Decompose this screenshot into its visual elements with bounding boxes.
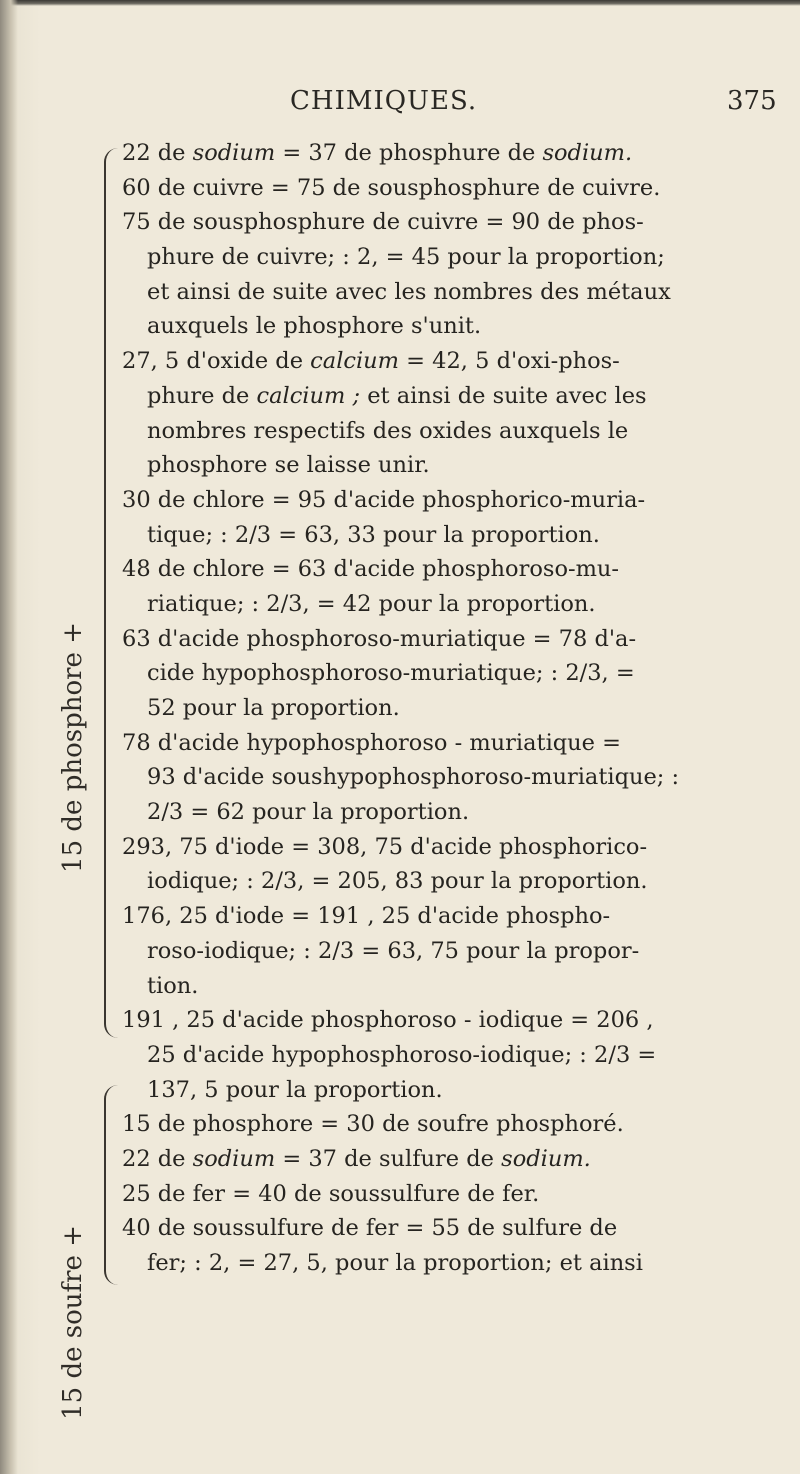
text-line <box>122 795 782 830</box>
bracket-phosphore <box>104 148 124 1038</box>
text-line <box>122 1073 782 1108</box>
text-line <box>122 622 782 657</box>
text-segment: riatique; : 2/3, = 42 pour la proportion. <box>147 590 596 617</box>
text-segment: fer; : 2, = 27, 5, pour la proportion; et ainsi <box>147 1250 643 1276</box>
italic-segment: calcium <box>310 348 400 375</box>
text-segment: = 42, 5 d'oxi-phos- <box>399 348 620 375</box>
text-line <box>122 136 782 171</box>
text-segment: auxquels le phosphore s'unit. <box>147 313 482 340</box>
text-segment: 293, 75 d'iode = 308, 75 d'acide phosphorico- <box>122 833 648 860</box>
text-line <box>122 518 782 553</box>
italic-segment: sodium <box>192 140 276 166</box>
page-header <box>0 86 800 126</box>
text-segment: 48 de chlore = 63 d'acide phosphoroso-mu- <box>122 556 620 583</box>
italic-segment: sodium <box>192 1145 276 1172</box>
text-line <box>122 240 782 275</box>
text-segment: roso-iodique; : 2/3 = 63, 75 pour la propor- <box>147 937 640 964</box>
text-segment: iodique; : 2/3, = 205, 83 pour la proportion. <box>147 868 648 895</box>
text-line <box>122 864 782 899</box>
text-segment: 25 d'acide hypophosphoroso-iodique; : 2/3 = <box>147 1041 657 1068</box>
text-line <box>122 760 782 795</box>
text-segment: 2/3 = 62 pour la proportion. <box>147 799 470 826</box>
text-line <box>122 691 782 726</box>
text-segment: = 37 de sulfure de <box>275 1145 502 1172</box>
text-line <box>122 379 782 414</box>
body-text <box>122 136 782 1281</box>
text-line <box>122 1107 782 1142</box>
text-segment: 78 d'acide hypophosphoroso - muriatique = <box>122 729 621 756</box>
text-line <box>122 205 782 240</box>
text-segment: tion. <box>147 972 199 999</box>
text-segment: 176, 25 d'iode = 191 , 25 d'acide phospho- <box>122 903 611 930</box>
text-segment: 25 de fer = 40 de soussulfure de fer. <box>122 1180 540 1207</box>
text-line <box>122 344 782 379</box>
text-segment: 60 de cuivre = 75 de sousphosphure de cuivre. <box>122 174 661 201</box>
text-segment: 93 d'acide soushypophosphoroso-muriatique; : <box>147 764 680 791</box>
text-segment: et ainsi de suite avec les <box>360 382 647 409</box>
text-line <box>122 726 782 761</box>
text-segment: 22 de <box>122 140 193 166</box>
italic-segment: sodium. <box>501 1145 591 1172</box>
text-segment: 75 de sousphosphure de cuivre = 90 de phos- <box>122 209 644 236</box>
text-line <box>122 899 782 934</box>
text-segment: tique; : 2/3 = 63, 33 pour la proportion. <box>147 521 600 548</box>
text-line <box>122 414 782 449</box>
running-title: CHIMIQUES. <box>290 86 478 116</box>
text-line <box>122 1003 782 1038</box>
text-line <box>122 1142 782 1177</box>
text-line <box>122 275 782 310</box>
text-segment: 27, 5 d'oxide de <box>122 348 311 375</box>
page-top-edge <box>0 0 800 6</box>
text-segment: phosphore se laisse unir. <box>147 452 430 479</box>
text-segment: 191 , 25 d'acide phosphoroso - iodique = 206 , <box>122 1007 654 1034</box>
text-segment: 63 d'acide phosphoroso-muriatique = 78 d'a- <box>122 625 637 652</box>
text-segment: = 37 de phosphure de <box>275 140 543 166</box>
text-segment: 52 pour la proportion. <box>147 695 400 721</box>
text-line <box>122 171 782 206</box>
text-line <box>122 1038 782 1073</box>
text-line <box>122 656 782 691</box>
text-line <box>122 934 782 969</box>
italic-segment: calcium ; <box>256 382 361 409</box>
text-line <box>122 587 782 622</box>
text-segment: et ainsi de suite avec les nombres des métaux <box>147 278 671 305</box>
text-segment: 30 de chlore = 95 d'acide phosphorico-muria- <box>122 486 646 513</box>
text-segment: 15 de phosphore = 30 de soufre phosphoré. <box>122 1111 624 1138</box>
text-line <box>122 448 782 483</box>
margin-note-phosphore: 15 de phosphore + <box>58 622 88 873</box>
text-segment: phure de cuivre; : 2, = 45 pour la proportion; <box>147 244 665 271</box>
text-line <box>122 969 782 1004</box>
page-binding-edge <box>0 0 18 1474</box>
text-line <box>122 1177 782 1212</box>
text-segment: 137, 5 pour la proportion. <box>147 1076 443 1103</box>
text-line <box>122 309 782 344</box>
text-line <box>122 1211 782 1246</box>
text-segment: 40 de soussulfure de fer = 55 de sulfure de <box>122 1215 618 1242</box>
italic-segment: sodium. <box>542 140 633 166</box>
text-segment: phure de <box>147 382 257 409</box>
page-number: 375 <box>727 86 777 116</box>
text-segment: cide hypophosphoroso-muriatique; : 2/3, = <box>147 660 635 687</box>
text-line <box>122 483 782 518</box>
text-line <box>122 1246 782 1281</box>
text-line <box>122 830 782 865</box>
margin-note-soufre: 15 de soufre + <box>58 1225 88 1420</box>
text-line <box>122 552 782 587</box>
text-segment: nombres respectifs des oxides auxquels le <box>147 417 629 444</box>
text-segment: 22 de <box>122 1145 193 1172</box>
bracket-soufre <box>104 1085 124 1285</box>
